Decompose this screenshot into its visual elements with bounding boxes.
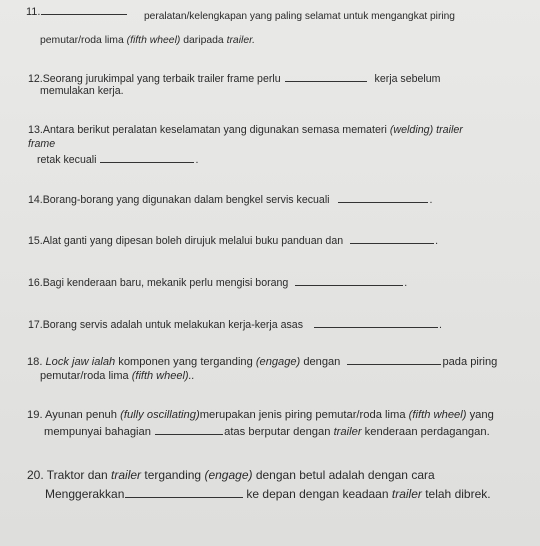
question-20-line-1 — [27, 469, 435, 481]
q18-text-lockjaw: Lock jaw ialah — [45, 356, 116, 368]
question-14-line — [28, 193, 432, 206]
q15-text-a2: . — [435, 235, 439, 247]
q15-text-a1: 15.Alat ganti yang dipesan boleh dirujuk melalui buku panduan dan — [28, 235, 344, 247]
question-11-number: 11. — [26, 6, 41, 18]
q19-text-a1: 19. Ayunan penuh — [27, 409, 121, 421]
q16-text-a2: . — [404, 277, 408, 289]
q14-text-a1: 14.Borang-borang yang digunakan dalam bengkel servis kecuali — [28, 194, 330, 206]
question-17-line — [28, 318, 442, 331]
q20-text-b3: telah dibrek. — [421, 487, 491, 501]
question-13-line-1 — [28, 125, 463, 136]
question-11-line-2 — [40, 36, 255, 46]
q13-text-a1: 13.Antara berikut peralatan keselamatan yang digunakan semasa memateri — [28, 124, 390, 136]
answer-blank-12[interactable] — [285, 72, 367, 82]
q11-text-trailer: trailer. — [226, 35, 256, 46]
q18-text-a1: komponen yang terganding — [115, 356, 256, 368]
q13-text-c1: retak kecuali — [37, 154, 97, 166]
q16-text-a1: 16.Bagi kenderaan baru, mekanik perlu mengisi borang — [28, 277, 289, 289]
question-18-line-1 — [27, 355, 497, 368]
q19-text-trailer: trailer — [333, 426, 362, 438]
q12-text-a2: kerja sebelum — [374, 73, 441, 85]
answer-blank-14[interactable] — [338, 193, 428, 203]
question-12-line-2: memulakan kerja. — [40, 85, 124, 97]
q19-text-b3: kenderaan perdagangan. — [361, 426, 490, 438]
q11-text-b1: pemutar/roda lima — [40, 35, 127, 46]
answer-blank-19[interactable] — [155, 425, 223, 435]
question-11-line-1 — [26, 5, 128, 18]
question-16-line — [28, 276, 407, 289]
q18-text-fifth-wheel: (fifth wheel).. — [131, 370, 195, 382]
q11-text-b2: daripada — [180, 35, 227, 46]
answer-blank-20[interactable] — [125, 488, 243, 498]
q20-text-trailer-2: trailer — [391, 487, 422, 501]
q18-text-engage: (engage) — [255, 356, 301, 368]
q20-text-a2: terganding — [141, 468, 205, 482]
q19-text-b1: mempunyai bahagian — [44, 426, 151, 438]
q19-text-fifth-wheel: (fifth wheel) — [408, 409, 467, 421]
q13-text-c2: . — [195, 154, 199, 166]
q20-text-b2: ke depan dengan keadaan — [246, 487, 392, 501]
q18-text-a0: 18. — [27, 356, 46, 368]
question-15-line — [28, 234, 438, 247]
question-13-line-2 — [28, 139, 55, 150]
answer-blank-16[interactable] — [295, 276, 403, 286]
q19-text-b2: atas berputar dengan — [224, 426, 334, 438]
question-12-line-1 — [28, 72, 440, 85]
answer-blank-18[interactable] — [347, 355, 441, 365]
q20-text-b1: Menggerakkan — [45, 487, 125, 501]
question-18-line-2 — [40, 371, 195, 382]
q11-text-fifth-wheel: (fifth wheel) — [126, 35, 181, 46]
question-20-line-2 — [45, 488, 491, 500]
q17-text-a1: 17.Borang servis adalah untuk melakukan kerja-kerja asas — [28, 319, 303, 331]
answer-blank-15[interactable] — [350, 234, 434, 244]
q13-text-frame: frame — [28, 138, 56, 150]
q19-text-a3: yang — [466, 409, 494, 421]
q18-text-a2: dengan — [300, 356, 341, 368]
q20-text-a3: dengan betul adalah dengan cara — [252, 468, 435, 482]
q20-text-trailer: trailer — [111, 468, 142, 482]
q19-text-a2: merupakan jenis piring pemutar/roda lima — [199, 409, 409, 421]
answer-blank-13[interactable] — [100, 153, 194, 163]
q18-text-a3: pada piring — [442, 356, 498, 368]
question-19-line-2 — [44, 425, 490, 438]
answer-blank-17[interactable] — [314, 318, 438, 328]
question-13-line-3 — [37, 153, 198, 166]
question-19-line-1 — [27, 410, 494, 421]
q18-text-b1: pemutar/roda lima — [40, 370, 132, 382]
q13-text-welding: (welding) trailer — [389, 124, 463, 136]
answer-blank-11[interactable] — [41, 5, 127, 15]
q20-text-a1: 20. Traktor dan — [27, 468, 112, 482]
q12-text-a1: 12.Seorang jurukimpal yang terbaik trailer frame perlu — [28, 73, 281, 85]
question-11-text-a: peralatan/kelengkapan yang paling selamat untuk mengangkat piring — [144, 11, 455, 22]
q20-text-engage: (engage) — [204, 468, 253, 482]
q14-text-a2: . — [429, 194, 433, 206]
q19-text-fully-oscillating: (fully oscillating) — [120, 409, 200, 421]
q17-text-a2: . — [438, 319, 442, 331]
